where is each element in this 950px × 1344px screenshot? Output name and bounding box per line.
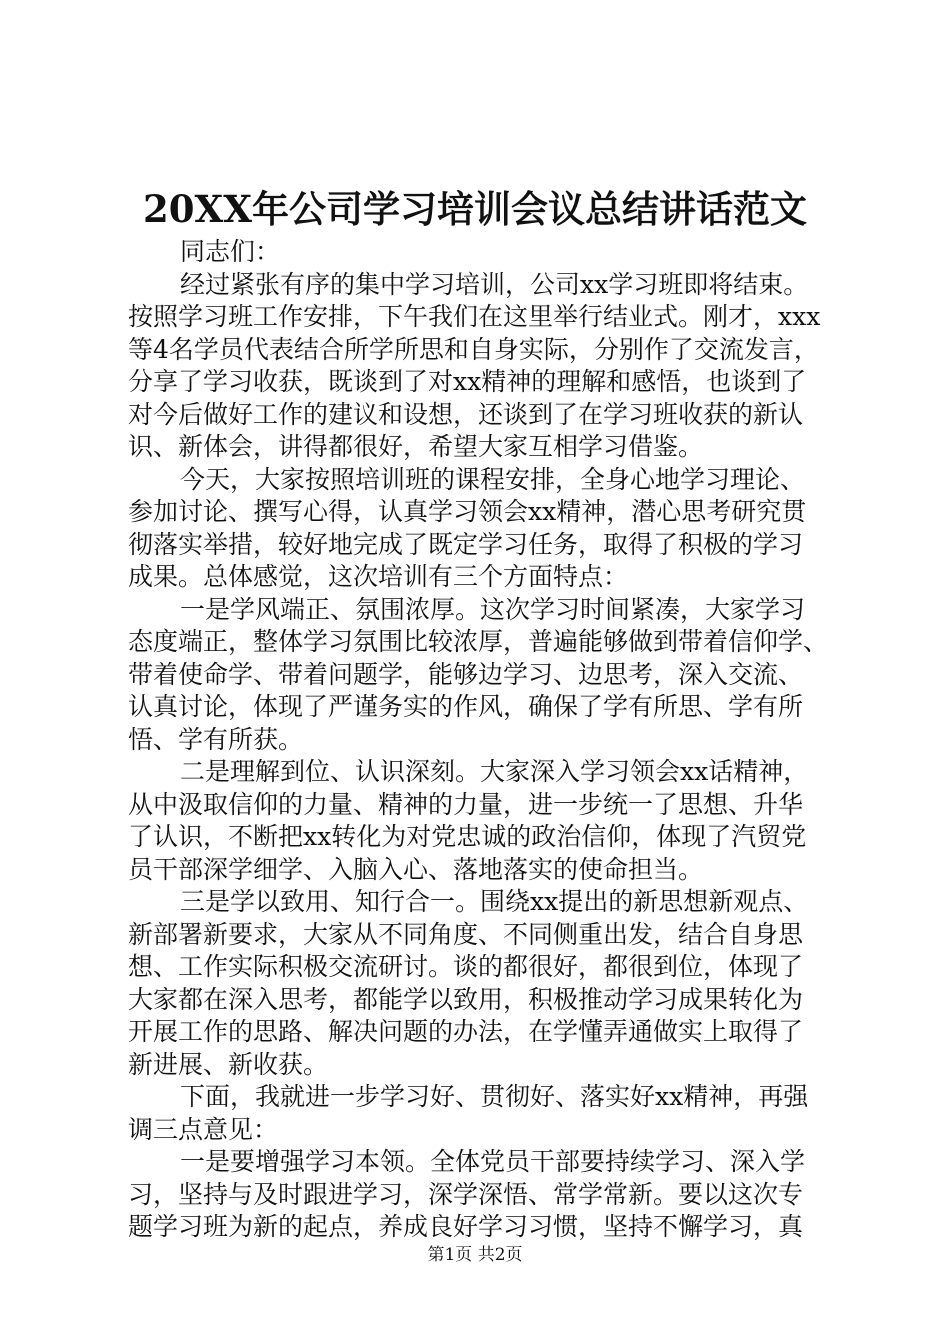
text-line: 带着使命学、带着问题学，能够边学习、边思考，深入交流、 <box>128 659 804 689</box>
text-line: 想、工作实际积极交流研讨。谈的都很好，都很到位，体现了 <box>128 952 804 981</box>
text-line: 开展工作的思路、解决问题的办法，在学懂弄通做实上取得了 <box>128 1017 804 1046</box>
text-line: 题学习班为新的起点，养成良好学习习惯，坚持不懈学习，真 <box>128 1212 804 1241</box>
text-line: 大家都在深入思考，都能学以致用，积极推动学习成果转化为 <box>128 984 804 1014</box>
text-line: 了认识，不断把xx转化为对党忠诚的政治信仰，体现了汽贸党 <box>128 822 807 851</box>
text-line: 下面，我就进一步学习好、贯彻好、落实好xx精神，再强 <box>180 1082 809 1111</box>
page-footer: 第1页 共2页 <box>427 1245 523 1265</box>
text-line: 分享了学习收获，既谈到了对xx精神的理解和感悟，也谈到了 <box>128 367 807 396</box>
text-line: 从中汲取信仰的力量、精神的力量，进一步统一了思想、升华 <box>128 789 804 819</box>
text-line: 识、新体会，讲得都很好，希望大家互相学习借鉴。 <box>128 432 704 461</box>
text-line: 悟、学有所获。 <box>128 724 304 754</box>
text-line: 三是学以致用、知行合一。围绕xx提出的新思想新观点、 <box>180 887 809 916</box>
document-title: 20XX年公司学习培训会议总结讲话范文 <box>143 187 807 231</box>
text-line: 新进展、新收获。 <box>128 1049 329 1079</box>
text-line: 习，坚持与及时跟进学习，深学深悟、常学常新。要以这次专 <box>128 1179 804 1209</box>
text-line: 经过紧张有序的集中学习培训，公司xx学习班即将结束。 <box>180 269 809 299</box>
text-line: 认真讨论，体现了严谨务实的作风，确保了学有所思、学有所 <box>128 692 804 721</box>
text-line: 参加讨论、撰写心得，认真学习领会xx精神，潜心思考研究贯 <box>128 497 807 526</box>
text-line: 一是要增强学习本领。全体党员干部要持续学习、深入学 <box>180 1147 806 1176</box>
document-body <box>128 236 832 1244</box>
text-line: 按照学习班工作安排，下午我们在这里举行结业式。刚才，xxx <box>128 302 821 331</box>
text-line: 彻落实举措，较好地完成了既定学习任务，取得了积极的学习 <box>128 529 804 559</box>
text-line: 员干部深学细学、入脑入心、落地落实的使命担当。 <box>128 854 704 884</box>
text-line: 态度端正，整体学习氛围比较浓厚，普遍能够做到带着信仰学、 <box>128 627 829 656</box>
text-line: 一是学风端正、氛围浓厚。这次学习时间紧凑，大家学习 <box>180 594 806 624</box>
text-line: 新部署新要求，大家从不同角度、不同侧重出发，结合自身思 <box>128 919 804 949</box>
text-line: 对今后做好工作的建议和设想，还谈到了在学习班收获的新认 <box>128 399 804 429</box>
text-line: 同志们： <box>180 237 281 266</box>
text-line: 调三点意见： <box>128 1114 279 1144</box>
text-line: 等4名学员代表结合所学所思和自身实际，分别作了交流发言， <box>128 334 819 364</box>
text-line: 二是理解到位、认识深刻。大家深入学习领会xx话精神， <box>180 757 809 786</box>
text-line: 成果。总体感觉，这次培训有三个方面特点： <box>128 562 629 591</box>
text-line: 今天，大家按照培训班的课程安排，全身心地学习理论、 <box>180 464 806 494</box>
